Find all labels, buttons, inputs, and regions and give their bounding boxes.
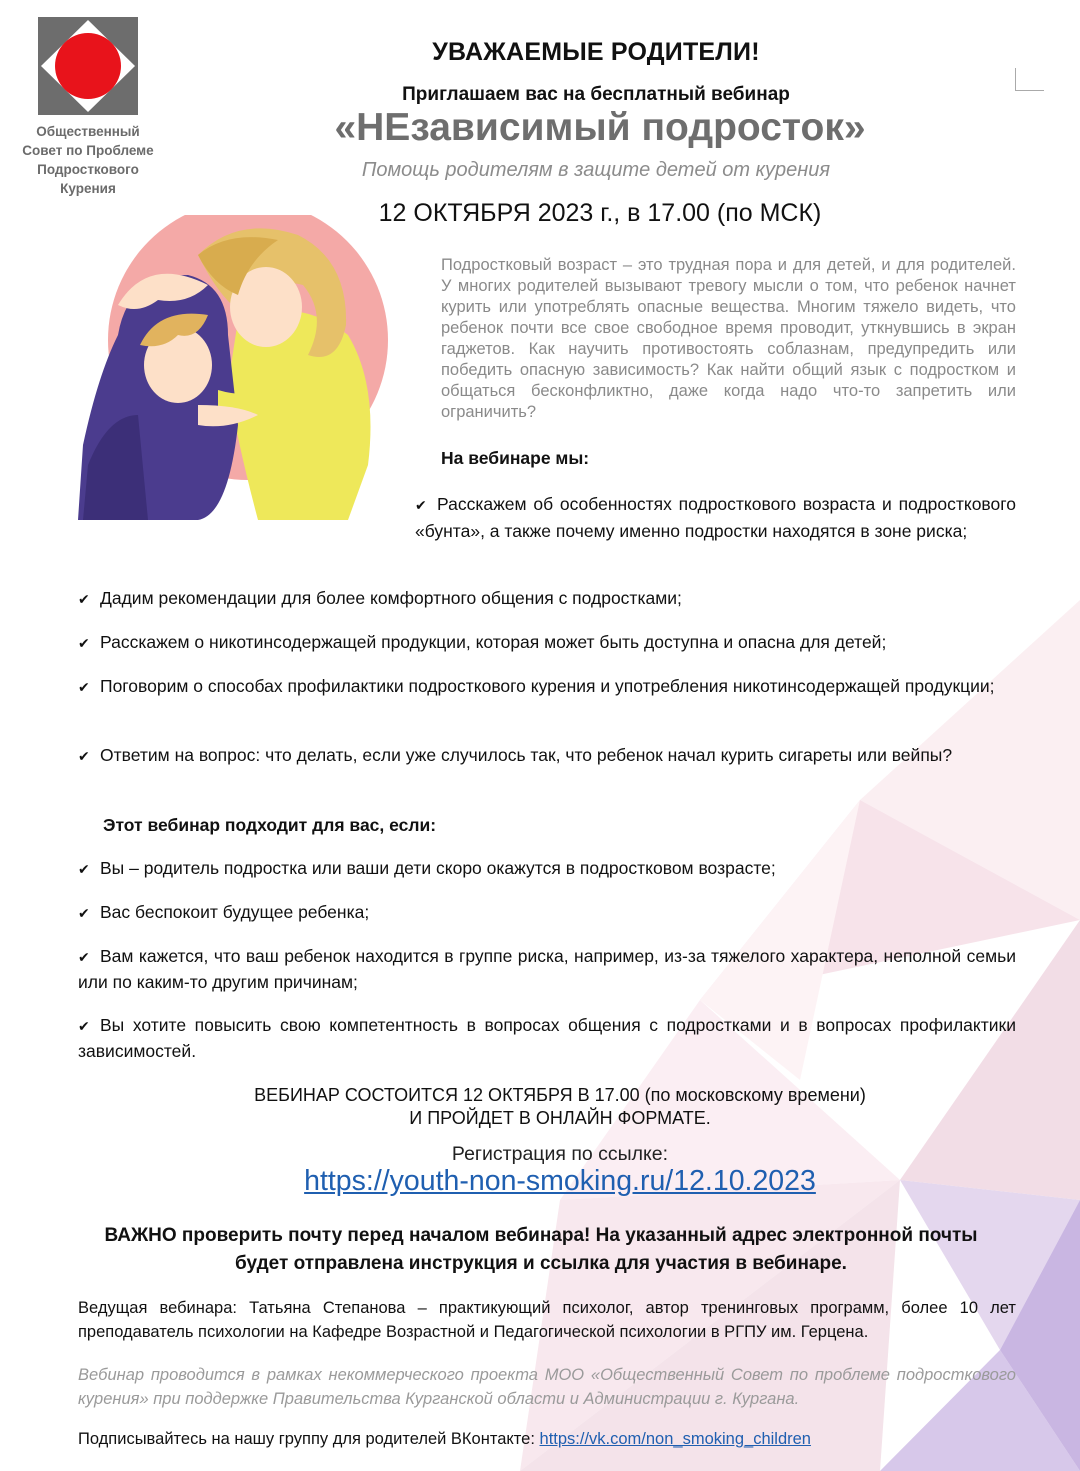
event-line-1: ВЕБИНАР СОСТОИТСЯ 12 ОКТЯБРЯ В 17.00 (по московскому времени) [254, 1085, 866, 1105]
vk-group-link[interactable]: https://vk.com/non_smoking_children [539, 1430, 811, 1448]
fits-item-text: Вы – родитель подростка или ваши дети скоро окажутся в подростковом возрасте; [100, 858, 776, 878]
checkmark-icon: ✔ [78, 905, 90, 921]
fits-item [78, 856, 1016, 882]
we-will-item-text: Поговорим о способах профилактики подросткового курения и употребления никотинсодержащей продукции; [100, 676, 995, 696]
fits-title: Этот вебинар подходит для вас, если: [103, 815, 437, 835]
webinar-subtitle: Помощь родителям в защите детей от курения [361, 159, 831, 181]
checkmark-icon: ✔ [78, 679, 90, 695]
page-title: УВАЖАЕМЫЕ РОДИТЕЛИ! [432, 38, 760, 66]
checkmark-icon: ✔ [78, 635, 90, 651]
checkmark-icon: ✔ [78, 1018, 90, 1034]
checkmark-icon: ✔ [78, 748, 90, 764]
fits-item [78, 1013, 1016, 1064]
fits-item-text: Вы хотите повысить свою компетентность в вопросах общения с подростками и в вопросах профилактики зависимостей. [78, 1015, 1016, 1061]
invite-line: Приглашаем вас на бесплатный вебинар [402, 84, 790, 105]
corner-mark [1015, 68, 1044, 91]
fits-item-text: Вам кажется, что ваш ребенок находится в группе риска, например, из-за тяжелого характера, неполной семьи или по каким-то другим причинам; [78, 946, 1016, 992]
project-note: Вебинар проводится в рамках некоммерческого проекта МОО «Общественный Совет по проблеме подросткового курения» при поддержке Правительства Курганской области и Администрации г. Кургана. [78, 1366, 1016, 1408]
we-will-title: На вебинаре мы: [441, 448, 590, 468]
we-will-item [78, 491, 1016, 544]
we-will-item-text: Ответим на вопрос: что делать, если уже случилось так, что ребенок начал курить сигареты или вейпы? [100, 745, 953, 765]
org-logo-caption [18, 122, 158, 198]
host-info: Ведущая вебинара: Татьяна Степанова – практикующий психолог, автор тренинговых программ, более 10 лет преподаватель психологии на Кафедре Возрастной и Педагогической психологии в РГПУ им. Герцена. [78, 1299, 1016, 1341]
fits-item [78, 944, 1016, 995]
checkmark-icon: ✔ [415, 497, 427, 513]
org-caption-line: Общественный [36, 124, 140, 139]
important-line-1: ВАЖНО проверить почту перед началом вебинара! На указанный адрес электронной почты [104, 1225, 978, 1246]
checkmark-icon: ✔ [78, 861, 90, 877]
we-will-item [78, 674, 1016, 700]
org-logo-icon [38, 17, 138, 115]
registration-link[interactable]: https://youth-non-smoking.ru/12.10.2023 [304, 1165, 816, 1197]
org-caption-line: Подросткового [37, 162, 139, 177]
intro-paragraph: Подростковый возраст – это трудная пора и для детей, и для родителей. У многих родителей вызывают тревогу мысли о том, что ребенок начнет курить или употреблять опасные вещества. Многим тяжело видеть, что ребенок почти все свое свободное время проводит, уткнувшись в экран гаджетов. Как научить противостоять соблазнам, предупредить или победить опасную зависимость? Как найти общий язык с подростком и общаться бесконфликтно, даже когда надо что-то запретить или ограничить? [441, 256, 1016, 421]
org-caption-line: Курения [60, 181, 116, 196]
registration-label: Регистрация по ссылке: [451, 1143, 669, 1165]
subscribe-text: Подписывайтесь на нашу группу для родителей ВКонтакте: [78, 1430, 540, 1448]
we-will-item-text: Расскажем об особенностях подросткового возраста и подросткового «бунта», а также почему именно подростки находятся в зоне риска; [415, 494, 1016, 541]
mother-hugging-teen-illustration [78, 215, 400, 520]
we-will-item [78, 630, 1016, 656]
event-line-2: И ПРОЙДЕТ В ОНЛАЙН ФОРМАТЕ. [409, 1108, 711, 1128]
webinar-name: «НЕзависимый подросток» [334, 106, 866, 149]
checkmark-icon: ✔ [78, 949, 90, 965]
subscribe-line [78, 1430, 811, 1449]
event-announcement [78, 1084, 1042, 1130]
we-will-item-text: Дадим рекомендации для более комфортного общения с подростками; [100, 588, 682, 608]
fits-item-text: Вас беспокоит будущее ребенка; [100, 902, 370, 922]
important-notice [60, 1222, 1022, 1278]
org-caption-line: Совет по Проблеме [22, 143, 154, 158]
webinar-date: 12 ОКТЯБРЯ 2023 г., в 17.00 (по МСК) [378, 199, 822, 227]
important-line-2: будет отправлена инструкция и ссылка для участия в вебинаре. [235, 1253, 847, 1274]
we-will-item-text: Расскажем о никотинсодержащей продукции, которая может быть доступна и опасна для детей; [100, 632, 887, 652]
fits-item [78, 900, 1016, 926]
checkmark-icon: ✔ [78, 591, 90, 607]
we-will-item [78, 743, 1016, 769]
we-will-item [78, 586, 1016, 612]
